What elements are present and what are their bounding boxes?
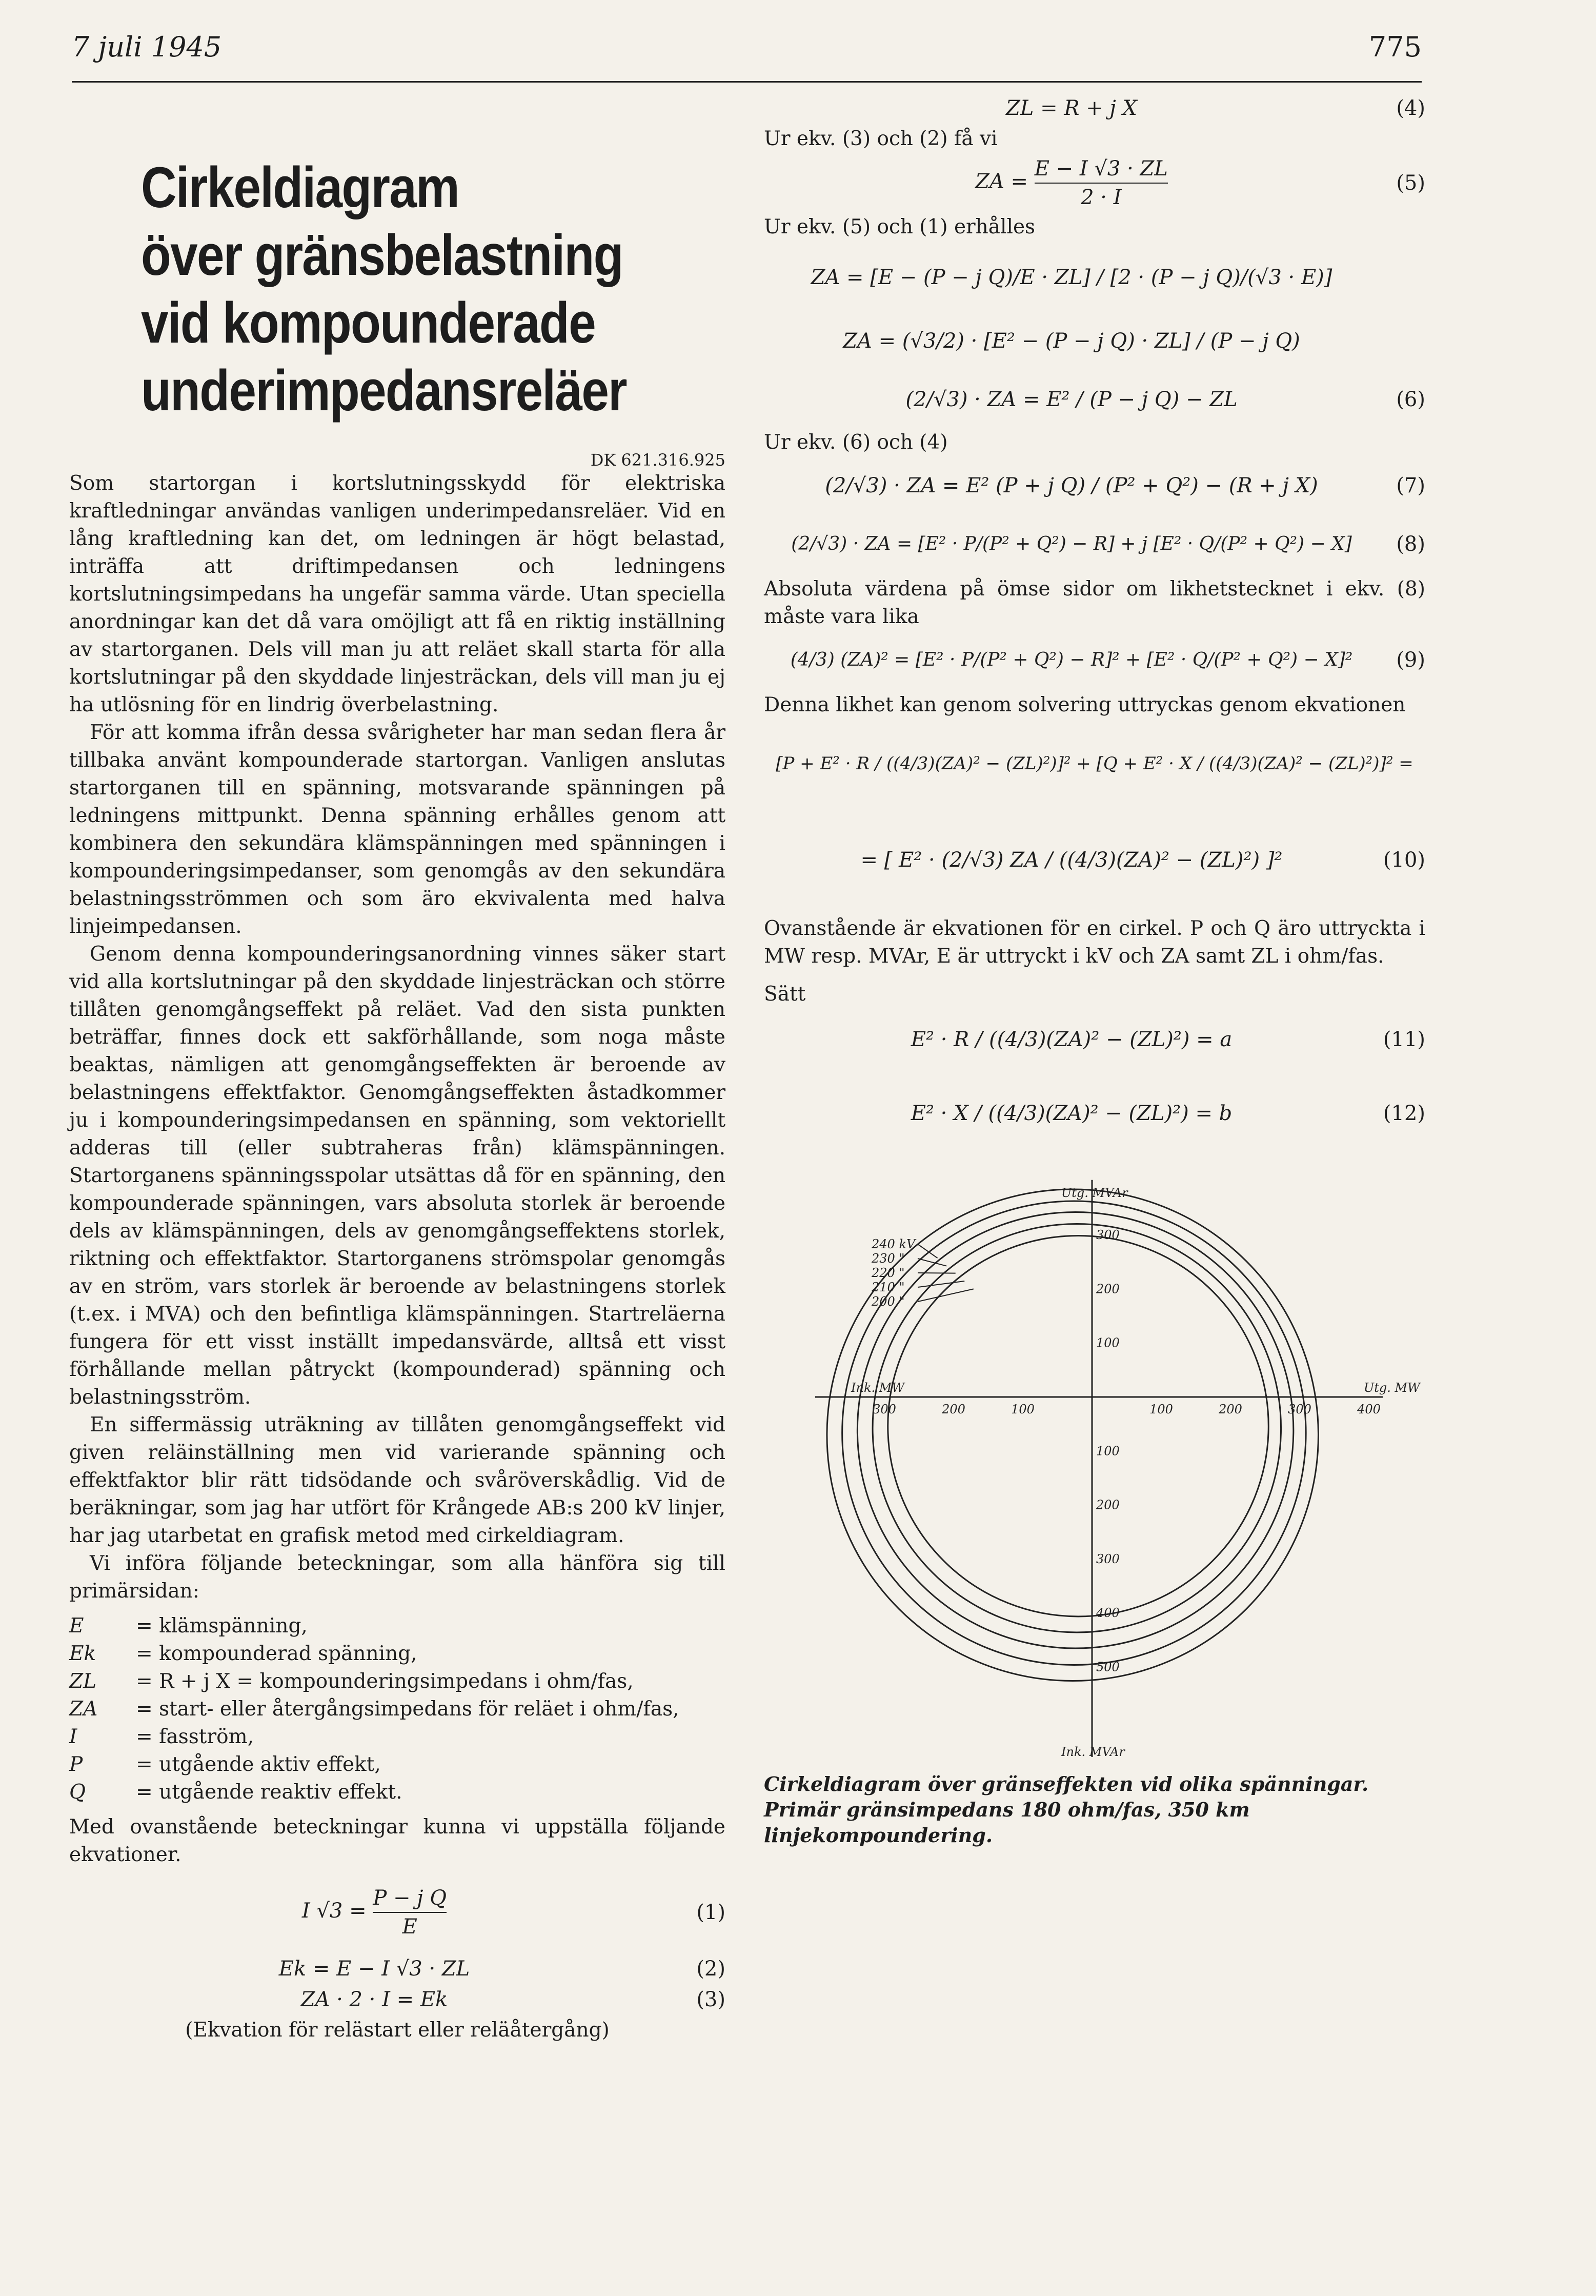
- right-column: [764, 92, 1425, 1848]
- y-tick-label: 200: [1096, 1282, 1120, 1296]
- voltage-leader-line: [918, 1244, 938, 1258]
- paragraph: Ur ekv. (3) och (2) få vi: [764, 127, 998, 150]
- x-tick-label: 100: [1149, 1402, 1173, 1416]
- voltage-label: 210 ": [872, 1280, 905, 1294]
- y-top-label: Utg. MVAr: [1061, 1186, 1128, 1200]
- definition-item: P = utgående aktiv effekt,: [69, 1753, 381, 1776]
- equation-6: (2/√3) · ZA = E² / (P − j Q) − ZL (6): [905, 388, 1425, 411]
- voltage-label: 200 ": [872, 1294, 905, 1309]
- voltage-label: 230 ": [872, 1251, 905, 1266]
- equation-8: (2/√3) · ZA = [E² · P/(P² + Q²) − R] + j [E² · Q/(P² + Q²) − X] (8): [791, 532, 1425, 556]
- equation-10b: = [ E² · (2/√3) ZA / ((4/3)(ZA)² − (ZL)²) ]² (10): [860, 848, 1425, 872]
- left-column: [69, 154, 725, 2044]
- voltage-label: 220 ": [872, 1266, 905, 1280]
- x-tick-label: 300: [873, 1402, 896, 1416]
- paragraph: Ur ekv. (5) och (1) erhålles: [764, 215, 1036, 238]
- dk-classification: DK 621.316.925: [590, 450, 725, 470]
- figure-caption: Cirkeldiagram över gränseffekten vid olika spänningar. Primär gränsimpedans 180 ohm/fas, 350 km linjekompoundering.: [764, 1772, 1369, 1847]
- x-right-label: Utg. MW: [1364, 1381, 1420, 1395]
- y-bottom-label: Ink. MVAr: [1061, 1745, 1125, 1759]
- title-line: över gränsbelastning: [141, 223, 623, 287]
- page-number: 775: [1368, 31, 1422, 63]
- paragraph: Sätt: [764, 983, 806, 1006]
- paragraph: Ovanstående är ekvationen för en cirkel. P och Q äro uttryckta i MW resp. MVAr, E är uttryckt i kV och ZA samt ZL i ohm/fas.: [764, 917, 1425, 968]
- x-tick-label: 100: [1011, 1402, 1035, 1416]
- paragraph: Absoluta värdena på ömse sidor om likhetstecknet i ekv. (8) måste vara lika: [764, 577, 1425, 628]
- equation-10a: [P + E² · R / ((4/3)(ZA)² − (ZL)²)]² + [Q + E² · X / ((4/3)(ZA)² − (ZL)²)]² =: [776, 753, 1413, 774]
- title-line: underimpedansreläer: [141, 358, 627, 423]
- equation-12: E² · X / ((4/3)(ZA)² − (ZL)²) = b (12): [911, 1102, 1425, 1125]
- equation-2: Ek = E − I √3 · ZL (2): [278, 1957, 725, 1981]
- header-date: 7 juli 1945: [72, 31, 222, 63]
- paragraph: En siffermässig uträkning av tillåten genomgångseffekt vid given reläinställning men vid varierande spänning och effektfaktor blir rätt tidsödande och svåröverskådlig. Vid de beräkningar, som jag har utfört för Krångede AB:s 200 kV linjer, har jag utarbetat en grafisk metod med cirkeldiagram.: [69, 1413, 725, 1547]
- definition-item: ZL = R + j X = kompounderingsimpedans i ohm/fas,: [69, 1670, 634, 1693]
- equation-9: (4/3) (ZA)² = [E² · P/(P² + Q²) − R]² + [E² · Q/(P² + Q²) − X]² (9): [790, 648, 1425, 672]
- definition-item: I = fasström,: [69, 1725, 254, 1748]
- x-tick-label: 200: [1219, 1402, 1242, 1416]
- definition-item: Q = utgående reaktiv effekt.: [69, 1781, 402, 1804]
- definition-item: E = klämspänning,: [69, 1614, 308, 1638]
- x-tick-label: 400: [1357, 1402, 1381, 1416]
- paragraph: Genom denna kompounderingsanordning vinnes säker start vid alla kortslutningar på den skyddade linjesträckan och större tillåten genomgångseffekt på reläet. Vad den sista punkten beträffar, finnes dock ett sakförhållande, som noga måste beaktas, nämligen att genomgångseffekten är beroende av belastningens effektfaktor. Genomgångseffekten åstadkommer ju i kompounderingsimpedansen en spänning, som vektoriellt adderas till (eller subtraheras från) klämspänningen. Startorganens spänningsspolar utsättas då för en spänning, den kompounderade spänningen, vars absoluta storlek är beroende dels av klämspänningen, dels av genomgångseffektens storlek, riktning och effektfaktor. Startorganens strömspolar genomgås av en ström, vars storlek är beroende av belastningens storlek (t.ex. i MVA) och den befintliga klämspänningen. Startreläerna fungera för ett visst inställt impedansvärde, alltså ett visst förhållande mellan påtryckt (kompounderad) spänning och belastningsström.: [69, 943, 725, 1409]
- paragraph: För att komma ifrån dessa svårigheter har man sedan flera år tillbaka använt kompounderade startorgan. Vanligen anslutas startorganen till en spänning, motsvarande spänningen på ledningens mittpunkt. Denna spänning erhålles genom att kombinera den sekundära klämspänningen med spänningen i kompounderingsimpedanser, som genomgås av den sekundära belastningsströmmen och som äro ekvivalenta med halva linjeimpedansen.: [69, 721, 725, 938]
- x-tick-label: 300: [1288, 1402, 1311, 1416]
- y-tick-label: 100: [1096, 1444, 1120, 1459]
- equation-5: ZA = $\frac{E - I √3 \cdot ZL}{2 \cdot I}$ (5): [764, 155, 1425, 211]
- equation-11: E² · R / ((4/3)(ZA)² − (ZL)²) = a (11): [911, 1028, 1425, 1051]
- circle-200kv: [888, 1235, 1269, 1616]
- y-tick-label: 300: [1096, 1551, 1120, 1566]
- y-tick-label: 500: [1096, 1660, 1120, 1674]
- circle-220kv: [857, 1212, 1294, 1649]
- header-rule: [72, 81, 1422, 83]
- x-tick-label: 200: [942, 1402, 965, 1416]
- voltage-label: 240 kV: [872, 1237, 916, 1251]
- equation-4: ZL = R + j X (4): [1006, 96, 1425, 120]
- equation-5a: ZA = [E − (P − j Q)/E · ZL] / [2 · (P − j Q)/(√3 · E)]: [811, 266, 1332, 289]
- voltage-leader-line: [918, 1281, 964, 1287]
- equation-1: I √3 = $\frac{\text{P − j Q}}{E}$ (1): [69, 1884, 725, 1941]
- equation-3: ZA · 2 · I = Ek (3): [300, 1988, 725, 2011]
- circle-diagram-chart: [764, 1176, 1425, 1766]
- paragraph: Denna likhet kan genom solvering uttryckas genom ekvationen: [764, 693, 1406, 716]
- y-tick-label: 300: [1096, 1228, 1120, 1243]
- title-line: vid kompounderade: [141, 291, 595, 355]
- y-tick-label: 400: [1096, 1606, 1120, 1621]
- definition-item: Ek = kompounderad spänning,: [69, 1642, 417, 1665]
- y-tick-label: 200: [1096, 1498, 1120, 1512]
- paragraph: Som startorgan i kortslutningsskydd för elektriska kraftledningar användas vanligen underimpedansreläer. Vid en lång kraftledning kan det, om ledningen är högt belastad, inträffa att driftimpedansen och ledningens kortslutningsimpedans ha ungefär samma värde. Utan speciella anordningar kan det då vara omöjligt att få en riktig inställning av startorganen. Dels vill man ju att reläet skall starta för alla kortslutningar på den skyddade linjesträckan, dels vill man ju ej ha utlösning för en lindrig överbelastning.: [69, 472, 725, 716]
- x-left-label: Ink. MW: [851, 1381, 904, 1395]
- equation-5b: ZA = (√3/2) · [E² − (P − j Q) · ZL] / (P − j Q): [843, 329, 1300, 353]
- equation-7: (2/√3) · ZA = E² (P + j Q) / (P² + Q²) − (R + j X) (7): [825, 474, 1425, 497]
- paragraph: Vi införa följande beteckningar, som alla hänföra sig till primärsidan:: [69, 1552, 725, 1603]
- definition-item: ZA = start- eller återgångsimpedans för reläet i ohm/fas,: [69, 1698, 679, 1721]
- paragraph: Ur ekv. (6) och (4): [764, 431, 948, 454]
- article-title: [141, 154, 643, 425]
- circle-230kv: [842, 1201, 1306, 1665]
- equation-note: (Ekvation för relästart eller reläåtergång): [185, 2019, 610, 2042]
- title-line: Cirkeldiagram: [141, 155, 459, 219]
- paragraph: Med ovanstående beteckningar kunna vi uppställa följande ekvationer.: [69, 1815, 725, 1866]
- definition-list: [69, 1612, 725, 1806]
- y-tick-label: 100: [1096, 1335, 1120, 1350]
